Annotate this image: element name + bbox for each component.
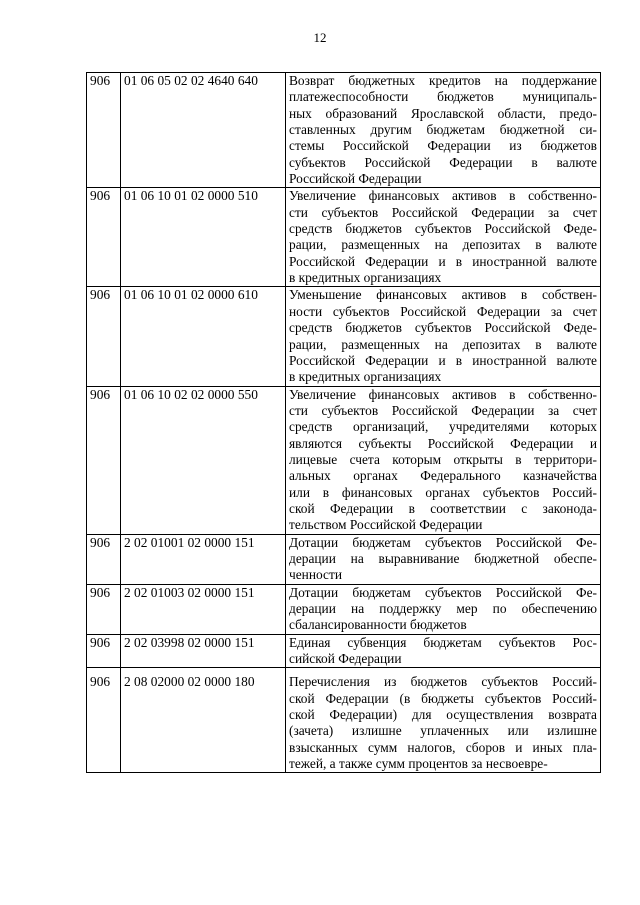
- description-line: субъектов Российской Федерации в валюте: [289, 154, 597, 170]
- admin-code-cell: 906: [87, 386, 121, 534]
- description-line: ской Федерации в соответствии с законода-: [289, 500, 597, 516]
- table-row: [87, 188, 601, 287]
- table-row: [87, 386, 601, 534]
- budget-code-cell: 01 06 10 01 02 0000 510: [121, 188, 286, 287]
- table-row: [87, 73, 601, 188]
- description-line: средств бюджетов субъектов Российской Феде-: [289, 221, 597, 237]
- description-cell: [286, 287, 601, 386]
- budget-code-cell: 01 06 10 02 02 0000 550: [121, 386, 286, 534]
- description-line: (зачета) излишне уплаченных или излишне: [289, 723, 597, 739]
- description-cell: [286, 534, 601, 584]
- description-line: являются субъекты Российской Федерации и: [289, 435, 597, 451]
- admin-code-cell: 906: [87, 287, 121, 386]
- budget-code-cell: 01 06 10 01 02 0000 610: [121, 287, 286, 386]
- description-line: Российской Федерации и в иностранной валюте: [289, 253, 597, 269]
- description-line: или в финансовых органах субъектов Россий-: [289, 484, 597, 500]
- description-cell: [286, 634, 601, 668]
- admin-code-cell: 906: [87, 584, 121, 634]
- page-number: 12: [313, 30, 327, 45]
- table-row: [87, 668, 601, 773]
- admin-code-cell: 906: [87, 634, 121, 668]
- description-line: взысканных сумм налогов, сборов и иных пла-: [289, 739, 597, 755]
- description-line: сийской Федерации: [289, 651, 402, 667]
- admin-code-cell: 906: [87, 534, 121, 584]
- budget-code-cell: 2 02 01003 02 0000 151: [121, 584, 286, 634]
- description-cell: [286, 668, 601, 773]
- table-row: [87, 584, 601, 634]
- description-line: платежеспособности бюджетов муниципаль-: [289, 89, 597, 105]
- table-row: [87, 534, 601, 584]
- description-line: сти субъектов Российской Федерации за счет: [289, 402, 597, 418]
- budget-code-cell: 2 08 02000 02 0000 180: [121, 668, 286, 773]
- description-line: тежей, а также сумм процентов за несвоевре-: [289, 756, 548, 772]
- budget-classification-table: [86, 72, 601, 773]
- table-row: [87, 287, 601, 386]
- description-line: Единая субвенция бюджетам субъектов Рос-: [289, 634, 597, 650]
- description-cell: [286, 584, 601, 634]
- description-line: лицевые счета которым открыты в территори-: [289, 451, 597, 467]
- description-line: Возврат бюджетных кредитов на поддержание: [289, 73, 597, 88]
- description-line: ской Федерации (в бюджеты субъектов Россий-: [289, 690, 597, 706]
- description-line: ской Федерации) для осуществления возврата: [289, 707, 597, 723]
- description-line: Увеличение финансовых активов в собственно-: [289, 386, 597, 402]
- description-line: дерации на поддержку мер по обеспечению: [289, 601, 597, 616]
- description-line: сбалансированности бюджетов: [289, 617, 467, 633]
- description-line: ности субъектов Российской Федерации за счет: [289, 303, 597, 319]
- description-line: Увеличение финансовых активов в собственно-: [289, 188, 597, 204]
- table-body: [87, 73, 601, 773]
- description-line: Перечисления из бюджетов субъектов Россий-: [289, 674, 597, 690]
- description-line: в кредитных организациях: [289, 270, 442, 286]
- description-cell: [286, 73, 601, 188]
- description-line: ных образований Ярославской области, предо-: [289, 105, 597, 121]
- description-line: тельством Российской Федерации: [289, 517, 483, 533]
- description-line: ченности: [289, 567, 343, 583]
- description-line: Дотации бюджетам субъектов Российской Фе-: [289, 584, 597, 600]
- table-row: [87, 634, 601, 668]
- description-line: Дотации бюджетам субъектов Российской Фе-: [289, 534, 597, 550]
- description-line: рации, размещенных на депозитах в валюте: [289, 336, 597, 352]
- budget-code-cell: 2 02 03998 02 0000 151: [121, 634, 286, 668]
- description-line: ставленных другим бюджетам бюджетной си-: [289, 122, 597, 138]
- description-line: рации, размещенных на депозитах в валюте: [289, 237, 597, 253]
- description-line: стемы Российской Федерации из бюджетов: [289, 138, 597, 154]
- description-line: дерации на выравнивание бюджетной обеспе-: [289, 550, 597, 566]
- description-line: альных органах Федерального казначейства: [289, 468, 597, 484]
- description-line: сти субъектов Российской Федерации за счет: [289, 204, 597, 220]
- description-line: средств организаций, учредителями которых: [289, 419, 597, 435]
- description-line: средств бюджетов субъектов Российской Феде-: [289, 320, 597, 336]
- budget-code-cell: 2 02 01001 02 0000 151: [121, 534, 286, 584]
- admin-code-cell: 906: [87, 188, 121, 287]
- admin-code-cell: 906: [87, 73, 121, 188]
- budget-code-cell: 01 06 05 02 02 4640 640: [121, 73, 286, 188]
- description-line: в кредитных организациях: [289, 369, 442, 385]
- description-line: Уменьшение финансовых активов в собствен-: [289, 287, 597, 303]
- admin-code-cell: 906: [87, 668, 121, 773]
- description-cell: [286, 188, 601, 287]
- description-line: Российской Федерации и в иностранной валюте: [289, 352, 597, 368]
- description-line: Российской Федерации: [289, 171, 422, 187]
- description-cell: [286, 386, 601, 534]
